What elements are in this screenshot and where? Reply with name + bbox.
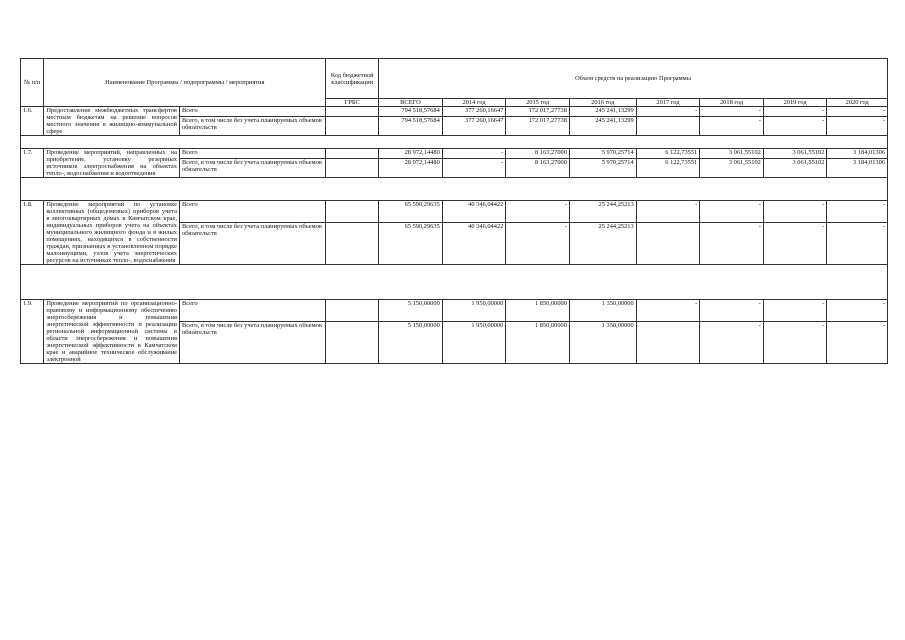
year-value: -	[700, 117, 764, 136]
funding-source: Всего	[179, 149, 325, 159]
year-value: 1 350,00000	[569, 322, 636, 364]
measure-name: Проведение мероприятий по установке коллективных (общедомовых) приборов учета в многоквартирных домах в Камчатском крае, индивидуальных приборов учета на объектах муниципального жилищного фонда и в жилых помещениях, находящихся в собственности граждан, признанных в установленном порядке малоимущими, узлов учета энергетических ресурсов на источниках тепло-, водоснабжения	[44, 201, 180, 265]
header-volume: Объем средств на реализацию Программы	[379, 59, 888, 99]
year-value: 3 184,01306	[827, 149, 888, 159]
gap-cell	[21, 265, 888, 300]
year-value: 6 122,73551	[636, 159, 700, 178]
total-value: 5 150,00000	[379, 300, 443, 322]
year-value: 25 244,25213	[569, 223, 636, 265]
year-value: 1 350,00000	[569, 300, 636, 322]
year-value: -	[700, 223, 764, 265]
grbs-code	[326, 117, 379, 136]
year-value: -	[827, 107, 888, 117]
funding-source: Всего, в том числе без учета планируемых объемов обязательств	[179, 322, 325, 364]
year-value: 3 061,55102	[700, 159, 764, 178]
total-value: 5 150,00000	[379, 322, 443, 364]
section-gap	[21, 265, 888, 300]
header-year: 2018 год	[700, 99, 764, 107]
header-year: 2014 год	[442, 99, 506, 107]
funding-source: Всего, в том числе без учета планируемых объемов обязательств	[179, 117, 325, 136]
year-value: 5 970,25714	[569, 149, 636, 159]
year-value	[636, 223, 700, 265]
year-value: 3 061,55102	[700, 149, 764, 159]
year-value	[636, 322, 700, 364]
funding-source: Всего	[179, 300, 325, 322]
grbs-code	[326, 223, 379, 265]
year-value: -	[700, 201, 764, 223]
section-gap	[21, 178, 888, 201]
total-value: 28 972,14480	[379, 159, 443, 178]
year-value: -	[506, 223, 570, 265]
header-year: 2019 год	[763, 99, 827, 107]
year-value: -	[636, 107, 700, 117]
year-value: 40 346,04422	[442, 201, 506, 223]
gap-cell	[21, 136, 888, 149]
total-value: 65 590,29635	[379, 201, 443, 223]
year-value: 40 346,04422	[442, 223, 506, 265]
table-row	[21, 107, 888, 117]
year-value: 377 260,16647	[442, 117, 506, 136]
grbs-code	[326, 322, 379, 364]
grbs-code	[326, 300, 379, 322]
header-total: ВСЕГО	[379, 99, 443, 107]
measure-name: Предоставление межбюджетных трансфертов местным бюджетам на решение вопросов местного значения в жилищно-коммунальной сфере	[44, 107, 180, 136]
total-value: 794 518,57684	[379, 107, 443, 117]
year-value: -	[827, 223, 888, 265]
year-value: 3 061,55102	[763, 159, 827, 178]
total-value: 794 518,57684	[379, 117, 443, 136]
year-value: -	[763, 107, 827, 117]
funding-source: Всего	[179, 107, 325, 117]
year-value: -	[700, 300, 764, 322]
program-table	[20, 58, 888, 364]
year-value: 1 950,00000	[442, 322, 506, 364]
row-number: 1.8.	[21, 201, 44, 265]
year-value: 1 950,00000	[442, 300, 506, 322]
funding-source: Всего, в том числе без учета планируемых объемов обязательств	[179, 159, 325, 178]
grbs-code	[326, 201, 379, 223]
year-value: -	[827, 201, 888, 223]
year-value: 3 061,55102	[763, 149, 827, 159]
total-value: 65 590,29635	[379, 223, 443, 265]
grbs-code	[326, 159, 379, 178]
funding-source: Всего, в том числе без учета планируемых объемов обязательств	[179, 223, 325, 265]
funding-source: Всего	[179, 201, 325, 223]
table-row	[21, 300, 888, 322]
measure-name: Проведение мероприятий, направленных на приобретение, установку резервных источников электроснабжения на объектах тепло-, водоснабжения и водоотведения	[44, 149, 180, 178]
year-value: -	[700, 107, 764, 117]
year-value	[636, 117, 700, 136]
year-value: -	[442, 159, 506, 178]
year-value: -	[700, 322, 764, 364]
year-value: 8 163,27000	[506, 159, 570, 178]
header-grbs: ГРБС	[326, 99, 379, 107]
header-year: 2016 год	[569, 99, 636, 107]
year-value: 5 970,25714	[569, 159, 636, 178]
year-value: -	[827, 300, 888, 322]
year-value: -	[827, 322, 888, 364]
year-value: 245 241,13299	[569, 117, 636, 136]
header-code: Код бюджетной классификации	[326, 59, 379, 99]
year-value: -	[763, 117, 827, 136]
year-value: 1 850,00000	[506, 300, 570, 322]
total-value: 28 972,14480	[379, 149, 443, 159]
row-number: 1.9.	[21, 300, 44, 364]
year-value: 377 260,16647	[442, 107, 506, 117]
year-value: 25 244,25213	[569, 201, 636, 223]
year-value: -	[442, 149, 506, 159]
year-value: -	[827, 117, 888, 136]
year-value: 245 241,13299	[569, 107, 636, 117]
table-row	[21, 201, 888, 223]
year-value: -	[636, 201, 700, 223]
year-value: -	[636, 300, 700, 322]
year-value: 172 017,27738	[506, 107, 570, 117]
header-year: 2017 год	[636, 99, 700, 107]
header-num: № п/п	[21, 59, 44, 107]
year-value: 8 163,27000	[506, 149, 570, 159]
table-row	[21, 149, 888, 159]
grbs-code	[326, 149, 379, 159]
year-value: -	[763, 322, 827, 364]
year-value: 172 017,27738	[506, 117, 570, 136]
header-year: 2015 год	[506, 99, 570, 107]
gap-cell	[21, 178, 888, 201]
row-number: 1.7.	[21, 149, 44, 178]
year-value: -	[763, 223, 827, 265]
year-value: 1 850,00000	[506, 322, 570, 364]
header-name: Наименование Программы / подпрограммы / мероприятия	[44, 59, 326, 107]
header-year: 2020 год	[827, 99, 888, 107]
year-value: 3 184,01306	[827, 159, 888, 178]
year-value: 6 122,73551	[636, 149, 700, 159]
year-value: -	[763, 201, 827, 223]
row-number: 1.6.	[21, 107, 44, 136]
year-value: -	[506, 201, 570, 223]
grbs-code	[326, 107, 379, 117]
measure-name: Проведение мероприятий по организационно-правовому и информационному обеспечению энергосбережения и повышения энергетической эффективности и реализации региональной информационной системы в области энергосбережения и повышения энергетической эффективности в Камчатском крае и аварийное техническое обслуживание электронной	[44, 300, 180, 364]
year-value: -	[763, 300, 827, 322]
section-gap	[21, 136, 888, 149]
